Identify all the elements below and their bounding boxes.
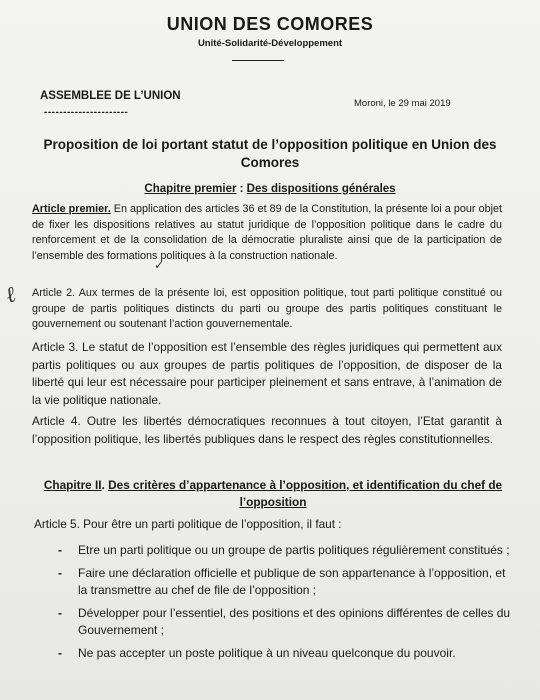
handwritten-tick-mark: ✓ [154, 258, 165, 272]
list-item-text: Etre un parti politique ou un groupe de partis politiques régulièrement constitués ; [78, 543, 510, 557]
list-item-text: Développer pour l’essentiel, des positions et des opinions différentes de celles du Gouvernement ; [78, 605, 511, 637]
article-1 [32, 202, 502, 264]
assembly-name: ASSEMBLEE DE L’UNION [40, 90, 181, 102]
bullet-marker: - [58, 543, 62, 557]
title-underline [232, 60, 284, 61]
bullet-marker: - [58, 565, 62, 580]
list-item [58, 645, 518, 663]
article-4: Article 4. Outre les libertés démocratiques reconnues à tout citoyen, l’Etat garantit à l’opposition politique, les libertés publiques dans le respect des règles constitutionnelles. [32, 414, 502, 446]
article-1-heading: Article premier. [32, 203, 111, 215]
list-item-text: Faire une déclaration officielle et publique de son appartenance à l’opposition, et la transmettre au chef de file de l’opposition ; [78, 565, 506, 597]
article-3: Article 3. Le statut de l’opposition est l’ensemble des règles juridiques qui permettent aux partis politiques ou aux groupes de partis politiques de l’opposition, de disposer de la liberté qui leur est nécessaire pour participer pleinement et sans entrave, à l’animation de la vie politique nationale. [32, 340, 502, 407]
chapter-1-title: Des dispositions générales [246, 183, 396, 195]
bullet-marker: - [58, 645, 62, 660]
list-item [58, 542, 518, 560]
chapter-1-label: Chapitre premier [144, 183, 237, 195]
country-title: UNION DES COMORES [166, 14, 374, 34]
bullet-marker: - [58, 605, 62, 620]
assembly-dashes: ---------------------- [44, 107, 129, 118]
article-5-list [58, 542, 518, 667]
chapter-1-heading [0, 183, 540, 195]
article-2: Article 2. Aux termes de la présente loi, est opposition politique, tout parti politique constitué ou groupe de partis politiques distincts du parti ou groupe des partis politiques constituant le gouvernement ou soutenant l’action gouvernementale. [32, 287, 502, 330]
document-title: Proposition de loi portant statut de l’opposition politique en Union des Comores [43, 137, 497, 170]
chapter-2-title: Des critères d’appartenance à l’opposition, et identification du chef de l’opposition [108, 478, 503, 509]
chapter-2-separator: . [101, 478, 109, 492]
list-item-text: Ne pas accepter un poste politique à un niveau quelconque du pouvoir. [78, 645, 456, 660]
chapter-1-separator: : [236, 183, 247, 195]
article-5-intro: Article 5. Pour être un parti politique de l’opposition, il faut : [34, 517, 342, 531]
handwritten-margin-mark: ℓ [2, 282, 19, 309]
article-1-text: En application des articles 36 et 89 de la Constitution, la présente loi a pour objet de fixer les dispositions relatives au statut juridique de l’opposition politique dans le cadre du renforcement et de la consolidation de la démocratie pluraliste ainsi que de la participation de l’ensemble des formations politiques à la construction nationale. [32, 203, 502, 262]
national-motto: Unité-Solidarité-Développement [197, 38, 343, 49]
list-item [58, 605, 518, 640]
chapter-2-label: Chapitre II [43, 478, 102, 492]
list-item [58, 565, 518, 600]
chapter-2-heading [38, 477, 508, 511]
document-date: Moroni, le 29 mai 2019 [354, 98, 451, 109]
